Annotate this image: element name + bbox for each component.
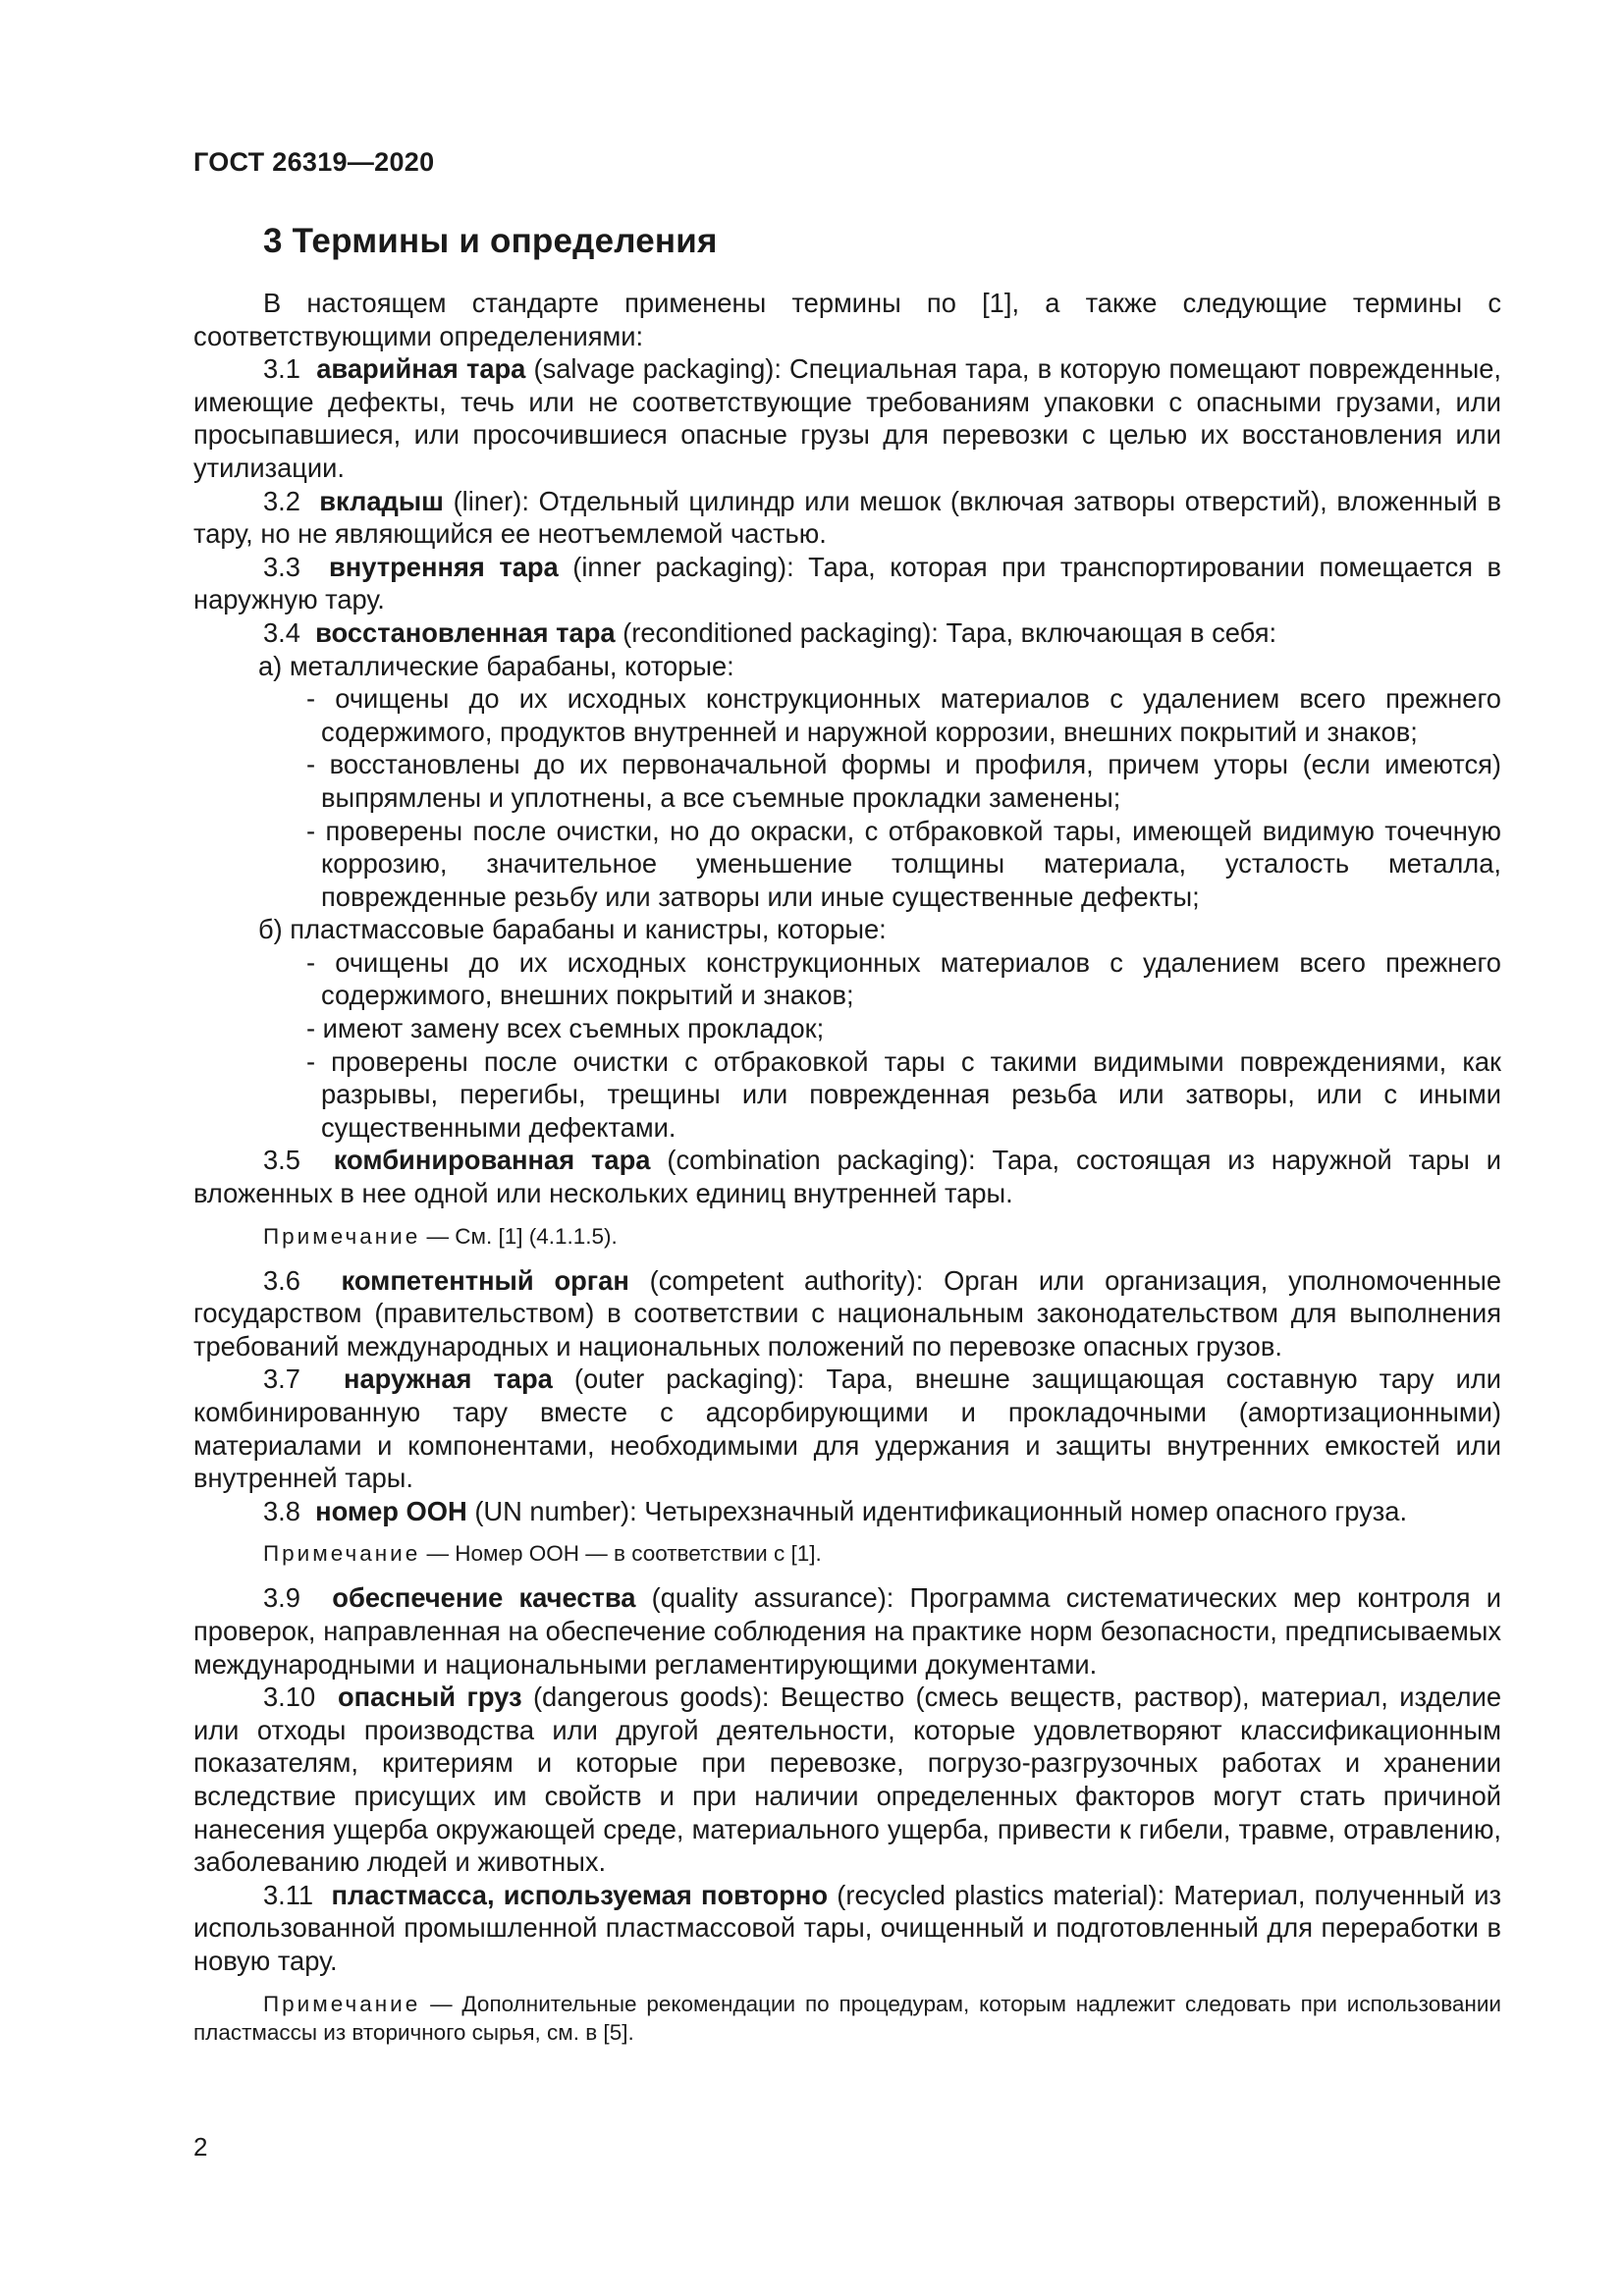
subitem-a-dash-2: - восстановлены до их первоначальной формы и профиля, причем уторы (если имеются) выпрямлены и уплотнены, а все съемные прокладки заменены; xyxy=(306,749,1501,813)
note-3-11 xyxy=(193,1990,1501,2047)
term-definition: (salvage packaging): Специальная тара, в которую помещают поврежденные, имеющие дефекты, течь или не соответствующие требованиям упаковки с опасными грузами, или просыпавшиеся, или просочившиеся опасные грузы для перевозки с целью их восстановления или утилизации. xyxy=(193,353,1501,483)
page-number: 2 xyxy=(193,2132,208,2162)
term-definition: (recycled plastics material): Материал, полученный из использованной промышленной пластмассовой тары, очищенный и подготовленный для переработки в новую тару. xyxy=(193,1879,1501,1976)
term-definition: (reconditioned packaging): Тара, включающая в себя: xyxy=(615,616,1277,648)
subitem-a-dash-1: - очищены до их исходных конструкционных материалов с удалением всего прежнего содержимого, продуктов внутренней и наружной коррозии, внешних покрытий и знаков; xyxy=(306,683,1501,747)
term-name: номер ООН xyxy=(315,1495,467,1526)
document-header: ГОСТ 26319—2020 xyxy=(193,147,435,177)
term-name: внутренняя тара xyxy=(328,551,559,582)
term-name: наружная тара xyxy=(343,1363,553,1395)
section-title: 3 Термины и определения xyxy=(263,222,718,260)
term-3-2 xyxy=(193,485,1501,551)
term-name: вкладыш xyxy=(319,485,444,516)
note-text: — Номер ООН — в соответствии с [1]. xyxy=(420,1541,822,1567)
term-number: 3.8 xyxy=(263,1495,300,1526)
term-name: пластмасса, используемая повторно xyxy=(331,1879,829,1910)
term-3-4 xyxy=(193,616,1501,650)
term-definition: (UN number): Четырехзначный идентификационный номер опасного груза. xyxy=(466,1495,1408,1526)
term-number: 3.6 xyxy=(263,1264,300,1296)
intro-paragraph: В настоящем стандарте применены термины по [1], а также следующие термины с соответствующими определениями: xyxy=(193,288,1501,351)
term-definition: (dangerous goods): Вещество (смесь веществ, раствор), материал, изделие или отходы производства или другой деятельности, которые удовлетворяют классификационным показателям, критериям и которые при перевозке, погрузо-разгрузочных работах и хранении вследствие присущих им свойств и при наличии определенных факторов могут стать причиной нанесения ущерба окружающей среде, материального ущерба, привести к гибели, травме, отравлению, заболеванию людей и животных. xyxy=(193,1682,1501,1878)
term-3-7 xyxy=(193,1362,1501,1494)
term-definition: (combination packaging): Тара, состоящая из наружной тары и вложенных в нее одной или нескольких единиц внутренней тары. xyxy=(193,1145,1501,1209)
note-text: — См. [1] (4.1.1.5). xyxy=(420,1223,618,1249)
term-3-10 xyxy=(193,1681,1501,1879)
term-name: комбинированная тара xyxy=(333,1145,651,1176)
term-number: 3.10 xyxy=(263,1682,316,1713)
term-3-3 xyxy=(193,551,1501,616)
note-3-5 xyxy=(193,1222,1501,1251)
term-name: компетентный орган xyxy=(341,1264,629,1296)
term-definition: (outer packaging): Тара, внешне защищающая составную тару или комбинированную тару вместе с адсорбирующими и прокладочными (амортизационными) материалами и компонентами, необходимыми для удержания и защиты внутренних емкостей или внутренней тары. xyxy=(193,1363,1501,1494)
subitem-a-label: а) металлические барабаны, которые: xyxy=(258,650,734,681)
subitem-b-dash-3: - проверены после очистки с отбраковкой тары с такими видимыми повреждениями, как разрывы, перегибы, трещины или поврежденная резьба или затворы, или с иными существенными дефектами. xyxy=(306,1045,1501,1143)
term-3-6 xyxy=(193,1264,1501,1363)
term-definition: (quality assurance): Программа систематических мер контроля и проверок, направленная на обеспечение соблюдения на практике норм безопасности, предписываемых международными и национальными регламентирующими документами. xyxy=(193,1582,1502,1680)
term-number: 3.5 xyxy=(263,1145,300,1176)
term-name: аварийная тара xyxy=(316,353,526,385)
document-body xyxy=(193,287,1501,2060)
term-number: 3.1 xyxy=(263,353,300,385)
term-definition: (liner): Отдельный цилиндр или мешок (включая затворы отверстий), вложенный в тару, но не являющийся ее неотъемлемой частью. xyxy=(193,485,1501,550)
term-3-9 xyxy=(193,1581,1501,1681)
term-number: 3.11 xyxy=(263,1879,314,1910)
term-definition: (inner packaging): Тара, которая при транспортировании помещается в наружную тару. xyxy=(193,551,1502,615)
term-definition: (competent authority): Орган или организация, уполномоченные государством (правительством) в соответствии с национальным законодательством для выполнения требований международных и национальных положений по перевозке опасных грузов. xyxy=(193,1264,1502,1362)
subitem-a-dash-3: - проверены после очистки, но до окраски, с отбраковкой тары, имеющей видимую точечную коррозию, значительное уменьшение толщины материала, усталость металла, поврежденные резьбу или затворы или иные существенные дефекты; xyxy=(306,815,1501,912)
term-number: 3.9 xyxy=(263,1582,300,1614)
term-3-11 xyxy=(193,1879,1501,1978)
term-number: 3.4 xyxy=(263,616,300,648)
term-number: 3.3 xyxy=(263,551,300,582)
term-3-8 xyxy=(193,1495,1501,1528)
subitem-b-dash-1: - очищены до их исходных конструкционных материалов с удалением всего прежнего содержимого, внешних покрытий и знаков; xyxy=(306,946,1501,1011)
term-3-1 xyxy=(193,352,1501,484)
term-name: опасный груз xyxy=(337,1682,522,1713)
note-text: — Дополнительные рекомендации по процедурам, которым надлежит следовать при использовании пластмассы из вторичного сырья, см. в [5]. xyxy=(193,1991,1501,2045)
note-label: Примечание xyxy=(263,1991,421,2016)
term-3-5 xyxy=(193,1144,1501,1209)
subitem-b-label: б) пластмассовые барабаны и канистры, которые: xyxy=(258,914,887,945)
term-number: 3.7 xyxy=(263,1363,300,1395)
subitem-b-dash-2: - имеют замену всех съемных прокладок; xyxy=(306,1013,825,1044)
note-label: Примечание xyxy=(263,1223,421,1249)
note-label: Примечание xyxy=(263,1541,421,1567)
term-name: восстановленная тара xyxy=(315,616,616,648)
term-name: обеспечение качества xyxy=(332,1582,636,1614)
note-3-8 xyxy=(193,1539,1501,1568)
term-number: 3.2 xyxy=(263,485,300,516)
